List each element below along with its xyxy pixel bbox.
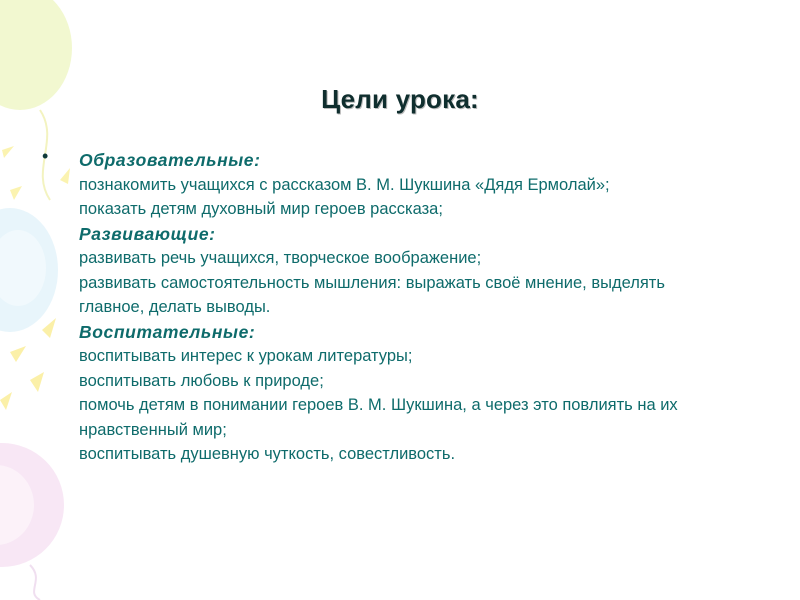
blue-balloon-inner (0, 230, 46, 306)
section-heading-developmental: Развивающие: (79, 223, 216, 244)
section-heading-upbringing: Воспитательные: (79, 321, 256, 342)
goal-line: показать детям духовный мир героев рассказа; (79, 200, 443, 218)
sparkle-ray (30, 372, 44, 392)
goal-line: нравственный мир; (79, 420, 227, 439)
goal-line: развивать самостоятельность мышления: выражать своё мнение, выделять (79, 273, 665, 292)
section-heading-educational: Образовательные: (79, 150, 261, 170)
blue-balloon (0, 208, 58, 332)
sparkle-ray (42, 318, 56, 338)
sparkle-ray (0, 392, 12, 410)
bullet-marker: • (42, 146, 49, 166)
goal-line: воспитывать душевную чуткость, совестливость. (79, 445, 456, 463)
sparkle-ray (60, 168, 70, 184)
goal-line: помочь детям в понимании героев В. М. Шукшина, а через это повлиять на их (79, 396, 678, 414)
pink-balloon-inner (0, 465, 34, 545)
goal-line: воспитывать интерес к урокам литературы; (79, 347, 413, 365)
pink-balloon (0, 443, 64, 567)
slide-title: Цели урока: (321, 84, 479, 114)
sparkle-ray (2, 146, 14, 158)
goal-line: главное, делать выводы. (79, 298, 271, 316)
goal-line: развивать речь учащихся, творческое воображение; (79, 249, 482, 267)
balloon-string (30, 565, 40, 600)
goals-text (79, 148, 769, 467)
sparkle-ray (10, 346, 26, 362)
goal-line: воспитывать любовь к природе; (79, 371, 324, 390)
goal-line: познакомить учащихся с рассказом В. М. Шукшина «Дядя Ермолай»; (79, 175, 610, 194)
sparkle-ray (10, 186, 22, 200)
